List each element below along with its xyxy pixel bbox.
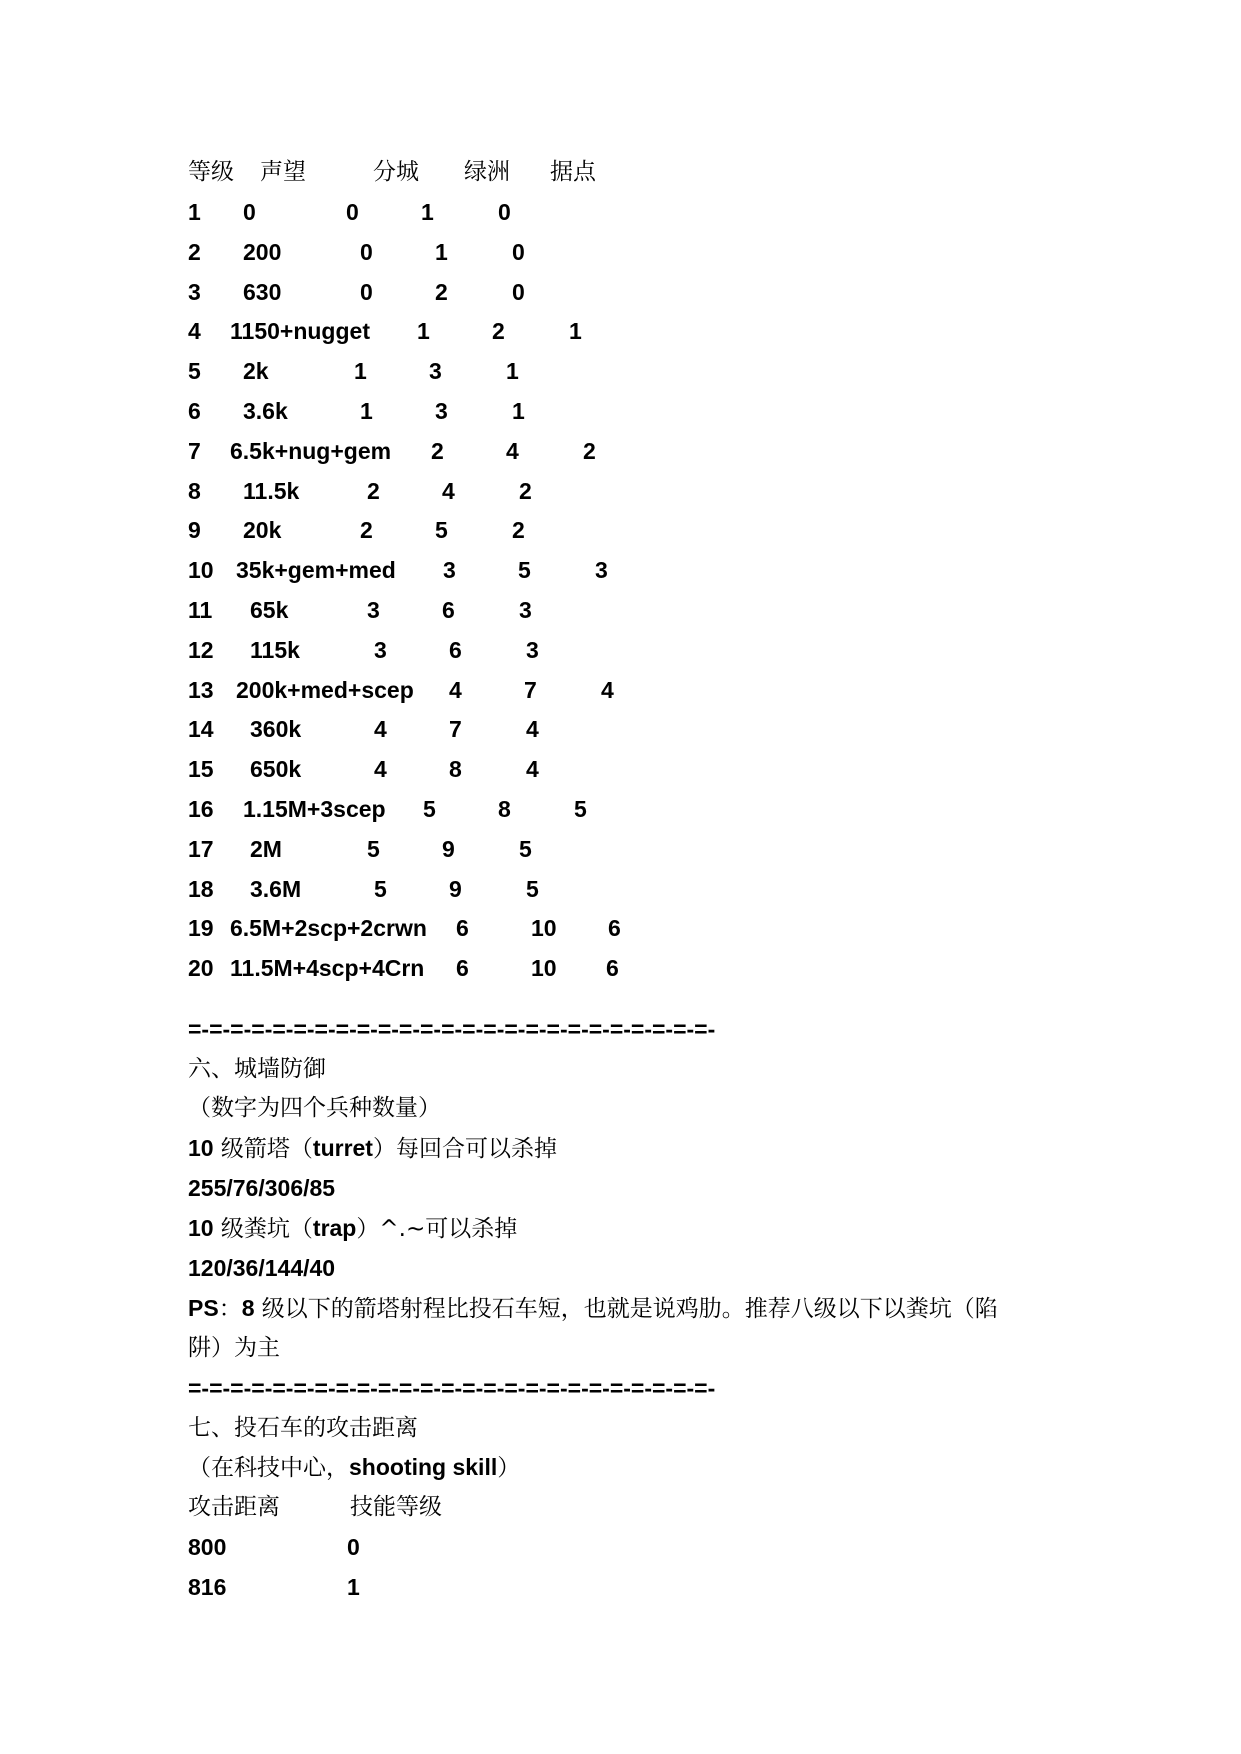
header-distance: 攻击距离 bbox=[188, 1494, 280, 1520]
cell-level: 9 bbox=[188, 517, 201, 544]
cell-oasis: 9 bbox=[449, 875, 462, 902]
cell-city: 4 bbox=[374, 756, 387, 783]
cell-stronghold: 2 bbox=[583, 437, 596, 464]
cell-oasis: 3 bbox=[435, 398, 448, 424]
turret-level-number: 10 bbox=[188, 1135, 214, 1161]
cell-level: 3 bbox=[188, 278, 201, 305]
trap-values: 120/36/144/40 bbox=[188, 1255, 336, 1281]
cell-oasis: 2 bbox=[435, 278, 448, 305]
ps-note-line2: 阱）为主 bbox=[188, 1335, 280, 1361]
cell-prestige: 20k bbox=[243, 517, 282, 544]
cell-prestige: 630 bbox=[243, 278, 282, 305]
section-7-note bbox=[188, 1447, 520, 1487]
cell-level: 16 bbox=[188, 796, 214, 822]
section-7-note-b: ） bbox=[497, 1455, 521, 1481]
cell-oasis: 1 bbox=[421, 199, 434, 225]
cell-level: 6 bbox=[188, 398, 201, 424]
cell-stronghold: 5 bbox=[574, 796, 587, 822]
cell-city: 0 bbox=[346, 199, 359, 225]
cell-level: 17 bbox=[188, 835, 214, 862]
cell-oasis: 5 bbox=[435, 517, 448, 544]
cell-oasis: 2 bbox=[492, 318, 505, 345]
cell-city: 4 bbox=[449, 676, 462, 703]
cell-level: 12 bbox=[188, 636, 214, 663]
header-level: 等级 bbox=[188, 159, 234, 185]
cell-oasis: 4 bbox=[506, 437, 519, 464]
ps-colon: ： bbox=[218, 1296, 242, 1322]
cell-prestige: 115k bbox=[250, 636, 300, 663]
cell-city: 2 bbox=[431, 437, 444, 464]
cell-stronghold: 4 bbox=[601, 676, 614, 703]
cell-level: 18 bbox=[188, 875, 214, 902]
cell-oasis: 3 bbox=[429, 358, 442, 385]
ps-note-line1 bbox=[188, 1288, 998, 1328]
cell-prestige: 360k bbox=[250, 716, 302, 743]
cell-prestige: 0 bbox=[243, 199, 256, 225]
cell-stronghold: 1 bbox=[569, 318, 582, 345]
cell-prestige: 200 bbox=[243, 238, 282, 265]
cell-level: 13 bbox=[188, 676, 214, 703]
cell-oasis: 10 bbox=[531, 955, 557, 982]
header-oasis: 绿洲 bbox=[464, 159, 510, 185]
cell-oasis: 9 bbox=[442, 835, 455, 862]
cell-oasis: 1 bbox=[435, 238, 448, 265]
cell-stronghold: 3 bbox=[526, 636, 539, 663]
trap-label-text-b: ）^.~可以杀掉 bbox=[356, 1216, 518, 1242]
header-stronghold: 据点 bbox=[550, 159, 596, 185]
cell-stronghold: 6 bbox=[608, 915, 621, 942]
cell-city: 4 bbox=[374, 716, 387, 743]
cell-level: 11 bbox=[188, 597, 213, 623]
turret-label-text-a: 级箭塔（ bbox=[213, 1136, 313, 1162]
cell-stronghold: 0 bbox=[498, 199, 511, 225]
cell-stronghold: 5 bbox=[526, 875, 539, 902]
cell-level: 7 bbox=[188, 437, 201, 464]
section-7-note-a: （在科技中心， bbox=[188, 1455, 349, 1481]
cell-level: 14 bbox=[188, 716, 214, 743]
cell-level: 15 bbox=[188, 756, 214, 783]
cell-level: 2 bbox=[188, 238, 201, 265]
cell-level: 20 bbox=[188, 955, 214, 982]
cell-level: 5 bbox=[188, 358, 201, 385]
cell-city: 0 bbox=[360, 238, 373, 265]
cell-stronghold: 5 bbox=[519, 835, 532, 862]
ps-text-line1: 级以下的箭塔射程比投石车短，也就是说鸡肋。推荐八级以下以粪坑（陷 bbox=[254, 1296, 998, 1322]
turret-label-text-b: ）每回合可以杀掉 bbox=[372, 1136, 557, 1162]
cell-prestige: 1150+nugget bbox=[230, 318, 370, 345]
ps-level-number: 8 bbox=[241, 1295, 255, 1321]
cell-city: 1 bbox=[360, 398, 373, 424]
cell-city: 6 bbox=[456, 955, 469, 982]
cell-prestige: 6.5M+2scp+2crwn bbox=[230, 915, 427, 942]
cell-level: 19 bbox=[188, 915, 214, 942]
cell-city: 0 bbox=[360, 278, 373, 305]
cell-stronghold: 3 bbox=[519, 597, 532, 623]
cell-oasis: 7 bbox=[449, 716, 462, 743]
turret-values: 255/76/306/85 bbox=[188, 1175, 336, 1201]
cell-city: 3 bbox=[367, 597, 380, 623]
cell-prestige: 2k bbox=[243, 358, 269, 385]
trap-level-number: 10 bbox=[188, 1215, 214, 1241]
cell-distance: 800 bbox=[188, 1534, 227, 1560]
section-6-note: （数字为四个兵种数量） bbox=[188, 1095, 441, 1121]
cell-level: 4 bbox=[188, 318, 201, 345]
section-7-title: 七、投石车的攻击距离 bbox=[188, 1415, 418, 1441]
cell-stronghold: 0 bbox=[512, 278, 525, 305]
cell-prestige: 11.5M+4scp+4Crn bbox=[230, 955, 425, 982]
cell-prestige: 200k+med+scep bbox=[236, 676, 414, 703]
cell-skill-level: 1 bbox=[347, 1574, 360, 1600]
header-prestige: 声望 bbox=[260, 159, 306, 185]
section-7-note-en: shooting skill bbox=[349, 1454, 498, 1480]
trap-label-en: trap bbox=[312, 1215, 357, 1241]
cell-city: 5 bbox=[423, 796, 436, 822]
cell-prestige: 35k+gem+med bbox=[236, 557, 396, 584]
cell-stronghold: 1 bbox=[506, 358, 519, 385]
cell-stronghold: 4 bbox=[526, 716, 539, 743]
cell-oasis: 5 bbox=[518, 557, 531, 584]
cell-distance: 816 bbox=[188, 1574, 227, 1600]
cell-city: 2 bbox=[367, 477, 380, 504]
cell-oasis: 8 bbox=[498, 796, 511, 822]
cell-prestige: 6.5k+nug+gem bbox=[230, 437, 392, 464]
cell-stronghold: 0 bbox=[512, 238, 525, 265]
trap-label-text-a: 级粪坑（ bbox=[213, 1216, 313, 1242]
cell-oasis: 6 bbox=[442, 597, 455, 623]
cell-city: 2 bbox=[360, 517, 373, 544]
cell-stronghold: 2 bbox=[512, 517, 525, 544]
cell-city: 3 bbox=[374, 636, 387, 663]
section-6-title: 六、城墙防御 bbox=[188, 1056, 326, 1082]
cell-oasis: 7 bbox=[524, 676, 537, 703]
separator-line: =-=-=-=-=-=-=-=-=-=-=-=-=-=-=-=-=-=-=-=-=-=-=-=-=- bbox=[188, 1016, 716, 1042]
cell-stronghold: 2 bbox=[519, 477, 532, 504]
cell-stronghold: 6 bbox=[606, 955, 619, 982]
ps-prefix: PS bbox=[188, 1295, 219, 1321]
cell-prestige: 11.5k bbox=[243, 477, 300, 504]
cell-stronghold: 3 bbox=[595, 557, 608, 584]
cell-prestige: 65k bbox=[250, 597, 289, 623]
cell-prestige: 2M bbox=[250, 835, 282, 862]
cell-stronghold: 4 bbox=[526, 756, 539, 783]
header-city: 分城 bbox=[373, 159, 419, 185]
cell-city: 1 bbox=[354, 358, 367, 385]
turret-label bbox=[188, 1128, 557, 1168]
turret-label-en: turret bbox=[312, 1135, 373, 1161]
cell-prestige: 3.6k bbox=[243, 398, 288, 424]
header-skill-level: 技能等级 bbox=[350, 1494, 442, 1520]
cell-prestige: 650k bbox=[250, 756, 302, 783]
trap-label bbox=[188, 1208, 517, 1248]
cell-stronghold: 1 bbox=[512, 398, 525, 424]
cell-prestige: 3.6M bbox=[250, 875, 302, 902]
cell-skill-level: 0 bbox=[347, 1534, 360, 1560]
cell-oasis: 8 bbox=[449, 756, 462, 783]
cell-level: 1 bbox=[188, 199, 201, 225]
cell-level: 10 bbox=[188, 557, 214, 584]
cell-city: 3 bbox=[443, 557, 456, 584]
separator-line: =-=-=-=-=-=-=-=-=-=-=-=-=-=-=-=-=-=-=-=-=-=-=-=-=- bbox=[188, 1375, 716, 1401]
cell-oasis: 10 bbox=[531, 915, 557, 942]
cell-city: 1 bbox=[417, 318, 430, 345]
cell-city: 6 bbox=[456, 915, 469, 942]
cell-city: 5 bbox=[367, 835, 380, 862]
cell-oasis: 6 bbox=[449, 636, 462, 663]
cell-oasis: 4 bbox=[442, 477, 455, 504]
cell-city: 5 bbox=[374, 875, 387, 902]
cell-prestige: 1.15M+3scep bbox=[243, 796, 386, 822]
cell-level: 8 bbox=[188, 477, 201, 504]
